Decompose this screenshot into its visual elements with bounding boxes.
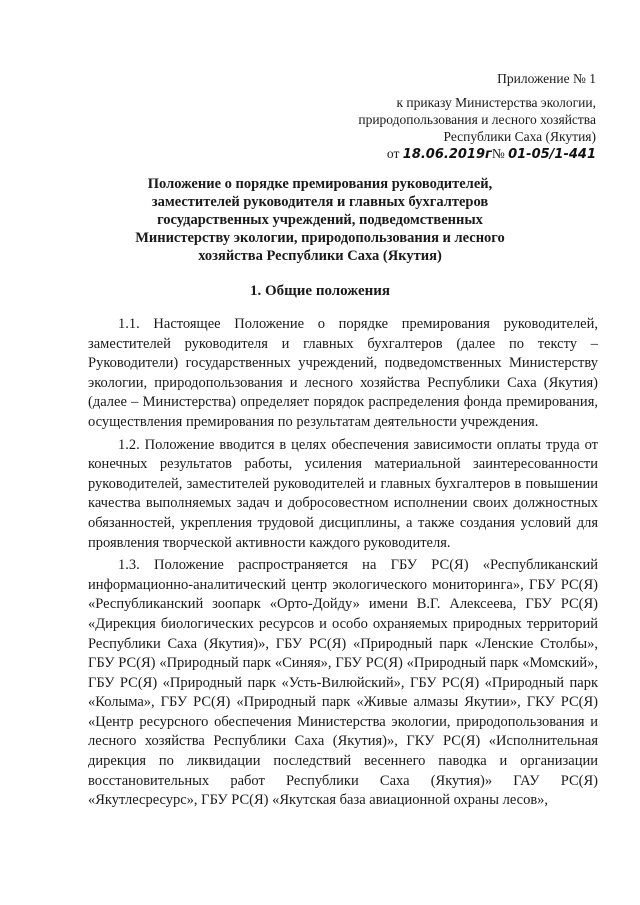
section-heading: 1. Общие положения	[249, 283, 391, 299]
document-title: Положение о порядке премирования руководителей, заместителей руководителя и главных бухгалтеров государственных учреждений, подведомственных Министерству экологии, природопользования и лесного хозяйства Республики Саха (Якутия)	[135, 176, 505, 264]
number-prefix: №	[491, 146, 505, 161]
appendix-label: Приложение № 1	[497, 71, 596, 86]
document-body	[88, 315, 598, 811]
order-date-number	[358, 145, 596, 163]
order-date: 18.06.2019г	[402, 147, 492, 162]
paragraph-1-2: 1.2. Положение вводится в целях обеспечения зависимости оплаты труда от конечных результатов работы, усиления материальной заинтересованности руководителей, заместителей руководителей и главных бухгалтеров в повышении качества выполняемых задач и добросовестном исполнении своих должностных обязанностей, укрепления трудовой дисциплины, а также создания условий для проявления творческой активности каждого руководителя.	[88, 436, 598, 551]
ministry-name: природопользования и лесного хозяйства	[358, 112, 596, 127]
date-prefix: от	[386, 146, 400, 161]
appendix-header	[358, 70, 596, 163]
republic-name: Республики Саха (Якутия)	[443, 129, 596, 144]
paragraph-1-3: 1.3. Положение распространяется на ГБУ РС(Я) «Республиканский информационно-аналитический центр экологического мониторинга», ГБУ РС(Я) «Республиканский зоопарк «Орто-Дойду» имени В.Г. Алексеева, ГБУ РС(Я) «Дирекция биологических ресурсов и особо охраняемых природных территорий Республики Саха (Якутия)», ГБУ РС(Я) «Природный парк «Ленские Столбы», ГБУ РС(Я) «Природный парк «Синяя», ГБУ РС(Я) «Природный парк «Момский», ГБУ РС(Я) «Природный парк «Усть-Вилюйский», ГБУ РС(Я) «Природный парк «Колыма», ГБУ РС(Я) «Природный парк «Живые алмазы Якутии», ГКУ РС(Я) «Центр ресурсного обеспечения Министерства экологии, природопользования и лесного хозяйства Республики Саха (Якутия)», ГКУ РС(Я) «Исполнительная дирекция по ликвидации последствий весеннего паводка и организации восстановительных работ Республики Саха (Якутия)» ГАУ РС(Я) «Якутлесресурс», ГБУ РС(Я) «Якутская база авиационной охраны лесов»,	[88, 557, 598, 809]
order-number: 01-05/1-441	[508, 147, 596, 162]
paragraph-1-1: 1.1. Настоящее Положение о порядке премирования руководителей, заместителей руководителя и главных бухгалтеров (далее по тексту – Руководители) государственных учреждений, подведомственных Министерству экологии, природопользования и лесного хозяйства Республики Саха (Якутия) (далее – Министерства) определяет порядок распределения фонда премирования, осуществления премирования по результатам деятельности учреждения.	[88, 316, 598, 430]
order-reference: к приказу Министерства экологии,	[396, 95, 596, 110]
